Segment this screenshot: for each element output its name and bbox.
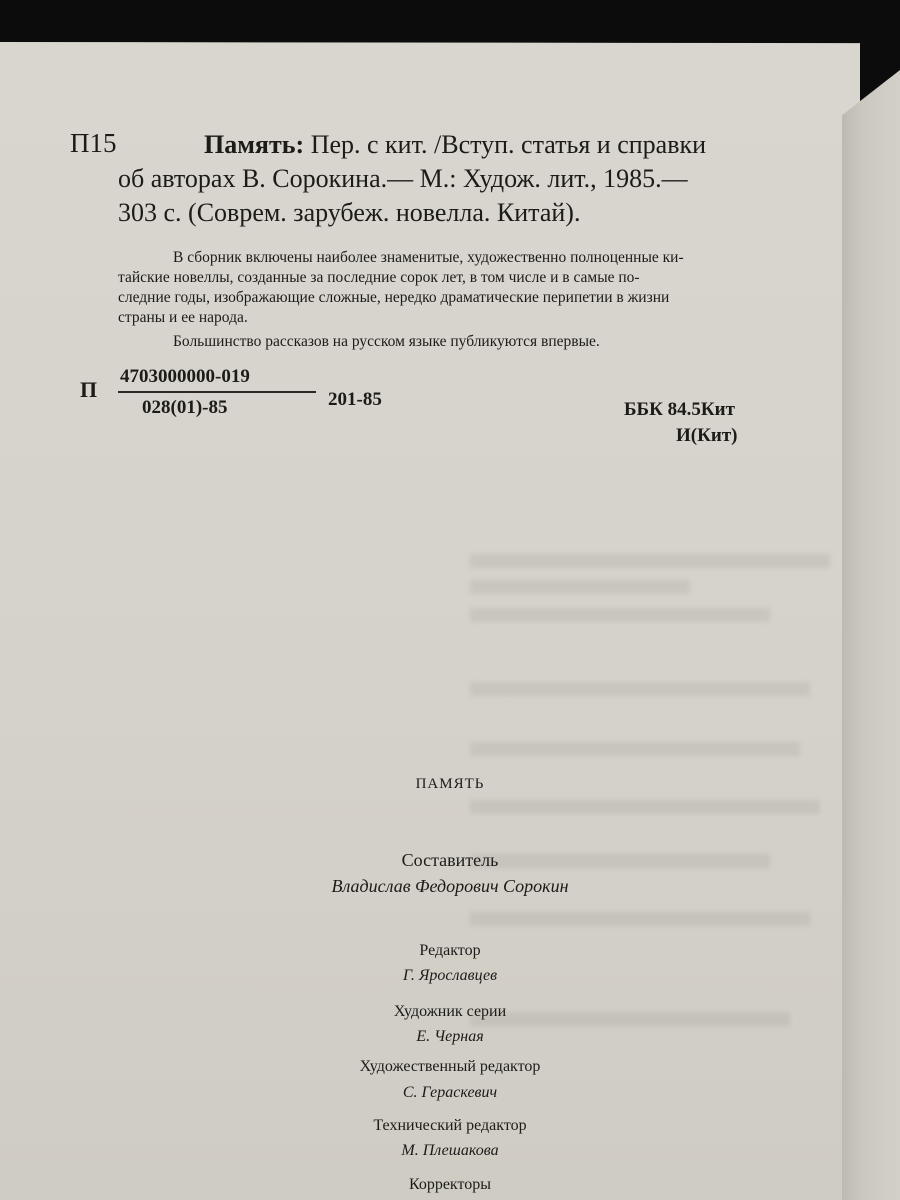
annotation-line: следние годы, изображающие сложные, нередко драматические перипетии в жизни xyxy=(118,289,670,306)
index-fraction xyxy=(118,366,316,419)
bbk-classification xyxy=(624,397,738,449)
annotation xyxy=(118,248,813,352)
bibliographic-record xyxy=(118,128,808,230)
credit-role: Художественный редактор xyxy=(359,1058,541,1075)
index-prefix: П xyxy=(80,377,98,402)
next-page-edge xyxy=(842,70,900,1200)
catalog-code: П15 xyxy=(70,128,117,158)
book-title: ПАМЯТЬ xyxy=(415,776,485,792)
fraction-bar xyxy=(118,391,316,393)
credit-role: Редактор xyxy=(419,942,481,959)
bbk-line-2: И(Кит) xyxy=(676,425,738,446)
annotation-line: В сборник включены наиболее знаменитые, художественно полноценные ки- xyxy=(173,249,684,266)
credit-role: Корректоры xyxy=(408,1176,492,1193)
credit-name: Е. Черная xyxy=(416,1028,484,1045)
compiler-role: Составитель xyxy=(401,850,499,870)
index-numerator: 4703000000-019 xyxy=(120,366,250,387)
annotation-line: тайские новеллы, созданные за последние сорок лет, в том числе и в самые по- xyxy=(118,269,640,286)
show-through-text xyxy=(470,742,800,756)
credit-name: Г. Ярославцев xyxy=(402,967,498,984)
compiler-name: Владислав Федорович Сорокин xyxy=(331,876,569,896)
bbk-line-1: ББК 84.5Кит xyxy=(624,399,735,420)
bib-line-3: 303 с. (Соврем. зарубеж. новелла. Китай). xyxy=(118,198,581,227)
annotation-line: страны и ее народа. xyxy=(118,309,248,326)
bib-line-1-rest: Пер. с кит. /Вступ. статья и справки xyxy=(304,130,707,159)
show-through-text xyxy=(470,608,770,622)
credit-role: Технический редактор xyxy=(373,1117,527,1134)
show-through-text xyxy=(470,580,690,594)
index-denominator: 028(01)-85 xyxy=(142,396,228,418)
index-number: 201-85 xyxy=(328,389,382,410)
show-through-text xyxy=(470,800,820,814)
credit-role: Художник серии xyxy=(393,1003,507,1020)
show-through-text xyxy=(470,682,810,696)
bib-line-2: об авторах В. Сорокина.— М.: Худож. лит., 1985.— xyxy=(118,164,688,193)
show-through-text xyxy=(470,554,830,568)
credit-name: М. Плешакова xyxy=(401,1142,499,1159)
show-through-text xyxy=(470,912,810,926)
annotation-note: Большинство рассказов на русском языке публикуются впервые. xyxy=(173,333,600,350)
bib-title: Память: xyxy=(204,130,305,159)
bib-line-1 xyxy=(118,128,808,162)
credit-name: С. Гераскевич xyxy=(402,1084,498,1101)
